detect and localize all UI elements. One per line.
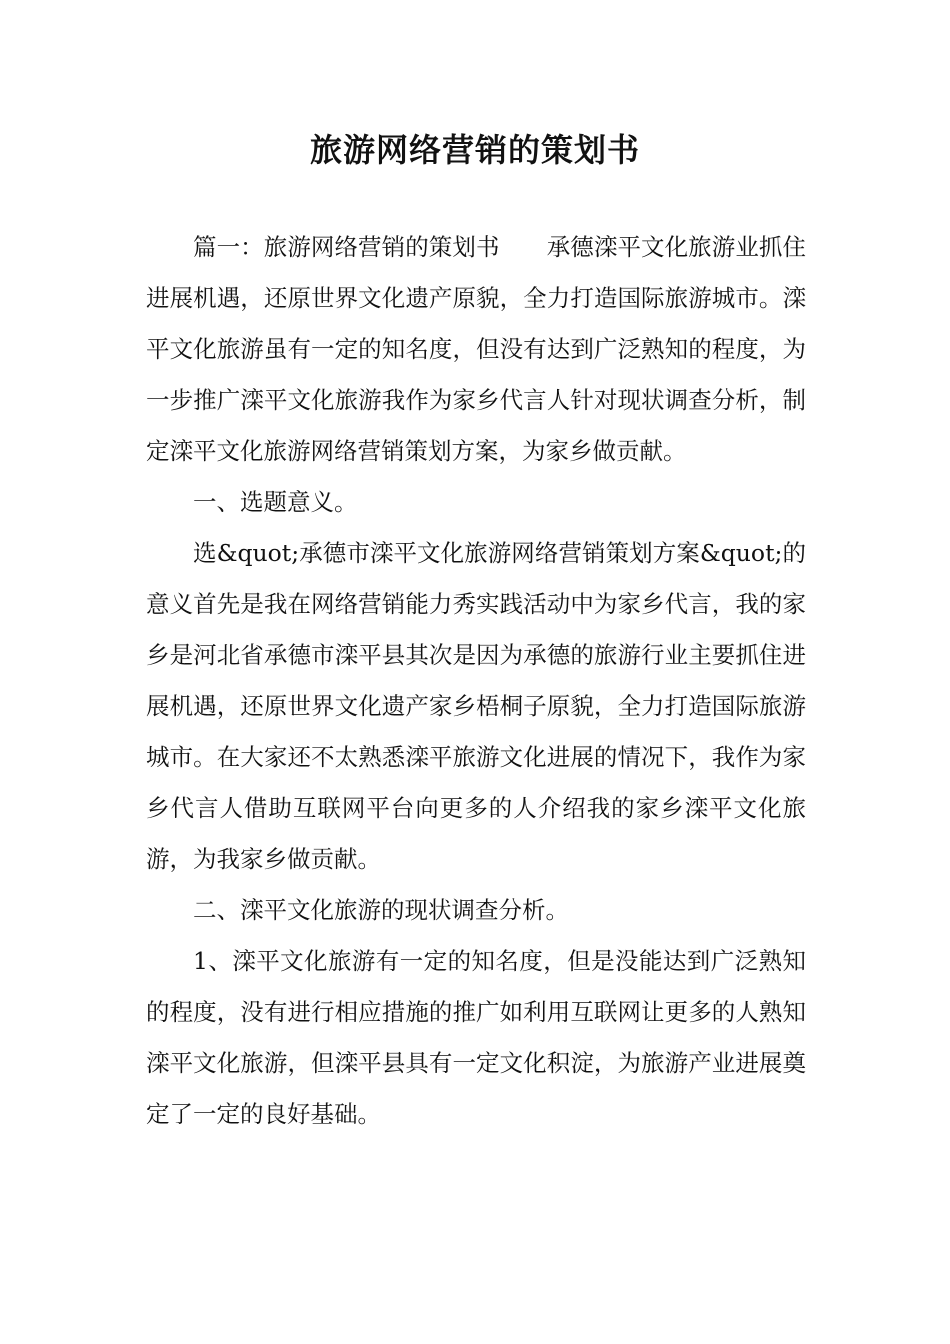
intro-paragraph: 篇一：旅游网络营销的策划书 承德滦平文化旅游业抓住进展机遇，还原世界文化遗产原貌，全力打造国际旅游城市。滦平文化旅游虽有一定的知名度，但没有达到广泛熟知的程度，为一步推广滦平文化旅游我作为家乡代言人针对现状调查分析，制定滦平文化旅游网络营销策划方案，为家乡做贡献。 xyxy=(146,233,806,465)
section-heading-topic-significance: 一、选题意义。 xyxy=(193,488,358,516)
status-analysis-paragraph-1: 1、滦平文化旅游有一定的知名度，但是没能达到广泛熟知的程度，没有进行相应措施的推广如利用互联网让更多的人熟知滦平文化旅游，但滦平县具有一定文化积淀，为旅游产业进展奠定了一定的良好基础。 xyxy=(146,947,806,1128)
document-body xyxy=(146,222,806,1140)
document-title: 旅游网络营销的策划书 xyxy=(309,131,640,169)
topic-significance-paragraph: 选&quot;承德市滦平文化旅游网络营销策划方案&quot;的意义首先是我在网络营销能力秀实践活动中为家乡代言，我的家乡是河北省承德市滦平县其次是因为承德的旅游行业主要抓住进展机遇，还原世界文化遗产家乡梧桐子原貌，全力打造国际旅游城市。在大家还不太熟悉滦平旅游文化进展的情况下，我作为家乡代言人借助互联网平台向更多的人介绍我的家乡滦平文化旅游，为我家乡做贡献。 xyxy=(146,539,806,873)
section-heading-status-analysis: 二、滦平文化旅游的现状调查分析。 xyxy=(193,896,569,924)
